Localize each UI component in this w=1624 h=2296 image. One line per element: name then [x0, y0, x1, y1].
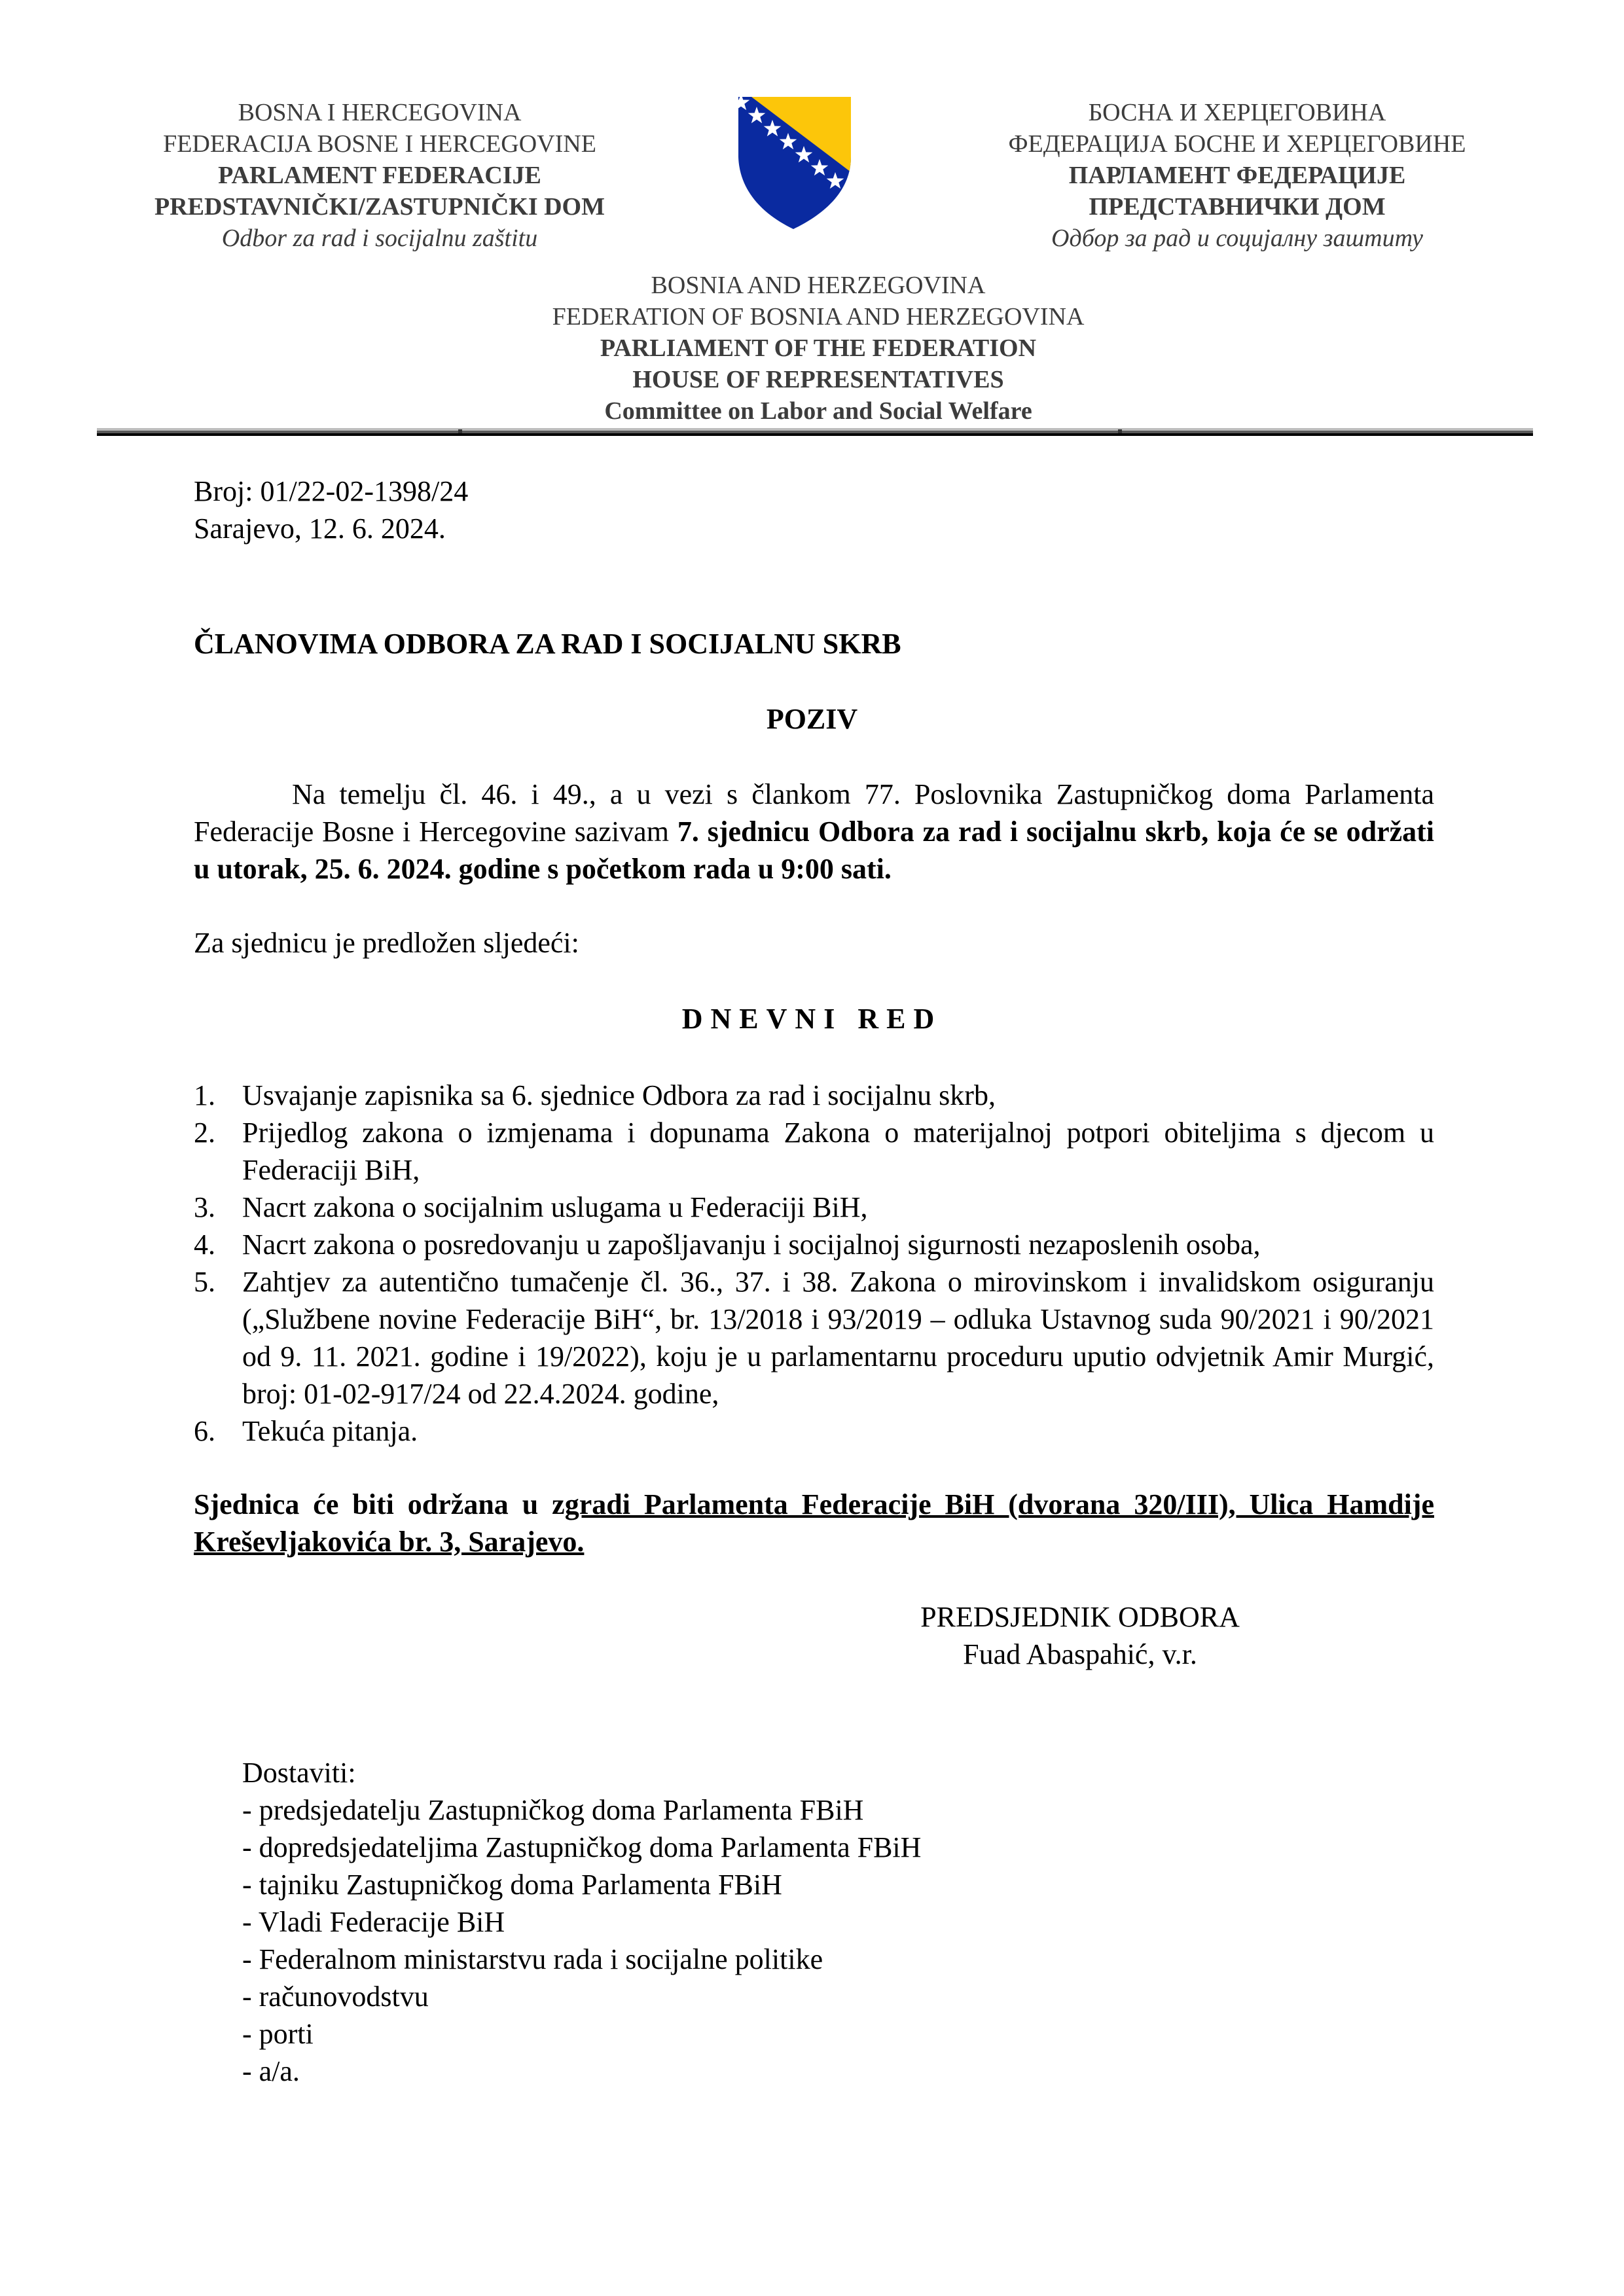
agenda-list: [194, 1077, 1434, 1450]
distribution-item: - dopredsjedateljima Zastupničkog doma Parlamenta FBiH: [242, 1831, 922, 1863]
location-text: Sjednica će biti održana u z: [194, 1488, 565, 1520]
agenda-item: [194, 1189, 1434, 1226]
distribution-item: - Federalnom ministarstvu rada i socijalne politike: [242, 1943, 823, 1975]
header-right-country: БОСНА И ХЕРЦЕГОВИНА: [1088, 99, 1386, 126]
header-center-committee: Committee on Labor and Social Welfare: [604, 397, 1032, 425]
agenda-item: [194, 1114, 1434, 1189]
agenda-item-text: Nacrt zakona o posredovanju u zapošljavanju i socijalnoj sigurnosti nezaposlenih osoba,: [242, 1229, 1261, 1261]
distribution-item: - Vladi Federacije BiH: [242, 1906, 505, 1938]
header-left-federation: FEDERACIJA BOSNE I HERCEGOVINE: [163, 130, 596, 158]
intro-text: Na temelju čl. 46. i 49., a u vezi s člankom 77. Poslovnika Zastupničkog doma Parlamenta Federacije Bosne i Hercegovine sazivam: [194, 778, 1434, 848]
header-center-english: [393, 270, 1244, 427]
header-center-house: HOUSE OF REPRESENTATIVES: [632, 366, 1004, 393]
header-right-federation: ФЕДЕРАЦИЈА БОСНЕ И ХЕРЦЕГОВИНЕ: [1008, 130, 1466, 158]
coat-of-arms-icon: [736, 95, 854, 232]
signatory-name: Fuad Abaspahić, v.r.: [963, 1638, 1197, 1670]
agenda-title: DNEVNI RED: [681, 1003, 943, 1035]
header-left-latin: [98, 97, 661, 254]
header-center-parliament: PARLIAMENT OF THE FEDERATION: [600, 334, 1037, 362]
agenda-item-text: Prijedlog zakona o izmjenama i dopunama Zakona o materijalnoj potpori obiteljima s djecom u Federaciji BiH,: [242, 1117, 1434, 1186]
distribution-item: - predsjedatelju Zastupničkog doma Parlamenta FBiH: [242, 1794, 864, 1826]
location-address: gradi Parlamenta Federacije BiH (dvorana 320/III), Ulica Hamdije Kreševljakovića br. 3, Sarajevo.: [194, 1488, 1434, 1558]
signatory-role: PREDSJEDNIK ODBORA: [920, 1601, 1240, 1633]
header-left-country: BOSNA I HERCEGOVINA: [238, 99, 522, 126]
header-right-house: ПРЕДСТАВНИЧКИ ДОМ: [1089, 193, 1386, 221]
agenda-item-text: Zahtjev za autentično tumačenje čl. 36., 37. i 38. Zakona o mirovinskom i invalidskom osiguranju („Službene novine Federacije BiH“, br. 13/2018 i 93/2019 – odluka Ustavnog suda 90/2021 i 90/2021 od 9. 11. 2021. godine i 19/2022), koju je u parlamentarnu proceduru uputio odvjetnik Amir Murgić, broj: 01-02-917/24 od 22.4.2024. godine,: [242, 1266, 1434, 1410]
document-number: Broj: 01/22-02-1398/24: [194, 475, 469, 507]
agenda-item: [194, 1263, 1434, 1412]
agenda-item: [194, 1412, 1434, 1450]
distribution-item: - tajniku Zastupničkog doma Parlamenta FBiH: [242, 1869, 782, 1901]
header-divider: [97, 428, 1533, 437]
intro-paragraph: [194, 776, 1434, 888]
document-title: POZIV: [766, 703, 858, 735]
agenda-item-text: Nacrt zakona o socijalnim uslugama u Federaciji BiH,: [242, 1191, 868, 1223]
agenda-item-number: 4.: [194, 1229, 215, 1261]
agenda-item-text: Usvajanje zapisnika sa 6. sjednice Odbora za rad i socijalnu skrb,: [242, 1079, 996, 1111]
header-center-federation: FEDERATION OF BOSNIA AND HERZEGOVINA: [552, 303, 1085, 331]
header-left-parliament: PARLAMENT FEDERACIJE: [218, 162, 541, 189]
distribution-item: - a/a.: [242, 2055, 300, 2087]
agenda-item: [194, 1226, 1434, 1263]
header-left-house: PREDSTAVNIČKI/ZASTUPNIČKI DOM: [154, 193, 605, 221]
header-right-committee: Одбор за рад и социјалну заштиту: [1051, 224, 1423, 252]
addressee: ČLANOVIMA ODBORA ZA RAD I SOCIJALNU SKRB: [194, 628, 901, 660]
distribution-title: Dostaviti:: [242, 1757, 356, 1789]
document-place-date: Sarajevo, 12. 6. 2024.: [194, 512, 446, 545]
distribution-item: - porti: [242, 2018, 314, 2050]
distribution-item: - računovodstvu: [242, 1981, 429, 2013]
header-right-cyrillic: [943, 97, 1532, 254]
session-location: [194, 1486, 1434, 1560]
agenda-item-number: 5.: [194, 1266, 215, 1298]
intro-session-details: 7. sjednicu Odbora za rad i socijalnu skrb, koja će se održati u utorak, 25. 6. 2024. godine s početkom rada u 9:00 sati.: [194, 816, 1435, 885]
header-right-parliament: ПАРЛАМЕНТ ФЕДЕРАЦИЈЕ: [1068, 162, 1406, 189]
signature-block: [851, 1598, 1309, 1673]
distribution-list: [242, 1754, 921, 2090]
agenda-item-text: Tekuća pitanja.: [242, 1415, 418, 1447]
agenda-item-number: 6.: [194, 1415, 215, 1447]
proposed-label: Za sjednicu je predložen sljedeći:: [194, 927, 579, 959]
agenda-item-number: 3.: [194, 1191, 215, 1223]
header-left-committee: Odbor za rad i socijalnu zaštitu: [221, 224, 538, 252]
header-center-country: BOSNIA AND HERZEGOVINA: [651, 272, 986, 299]
agenda-item: [194, 1077, 1434, 1114]
agenda-item-number: 2.: [194, 1117, 215, 1149]
agenda-item-number: 1.: [194, 1079, 215, 1111]
document-meta: [194, 473, 468, 547]
